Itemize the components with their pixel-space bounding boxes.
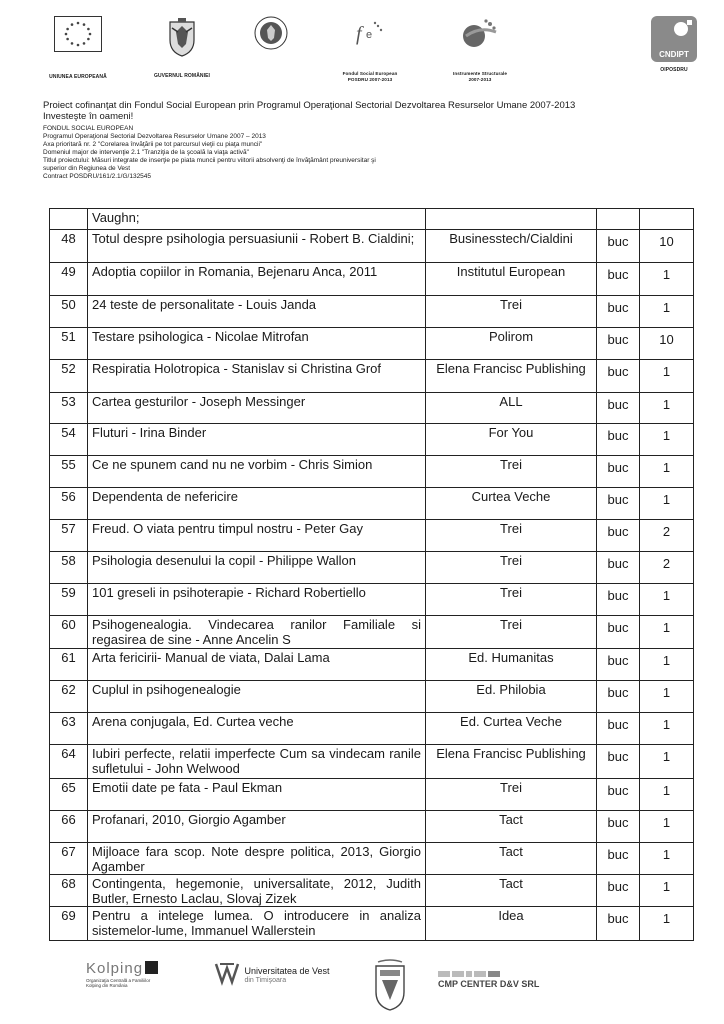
unit-of-measure: buc: [597, 584, 640, 616]
unit-of-measure: buc: [597, 713, 640, 745]
project-info: [43, 100, 693, 181]
quantity: 1: [640, 393, 694, 424]
instrumente-structurale-logo: [440, 16, 520, 83]
book-publisher: Elena Francisc Publishing: [426, 360, 597, 393]
kolping-k-icon: [145, 961, 158, 974]
book-title: Adoptia copiilor in Romania, Bejenaru Anca, 2011: [88, 263, 426, 296]
book-publisher: Tact: [426, 811, 597, 843]
romania-crest-icon: [164, 16, 200, 58]
table-row: [50, 360, 694, 393]
unit-of-measure: buc: [597, 649, 640, 681]
quantity: 1: [640, 456, 694, 488]
unit-of-measure: buc: [597, 456, 640, 488]
uvt-name: Universitatea de Vest: [244, 966, 330, 976]
book-publisher: Trei: [426, 456, 597, 488]
book-title: Mijloace fara scop. Note despre politica, 2013, Giorgio Agamber: [88, 843, 426, 875]
book-publisher: Trei: [426, 296, 597, 328]
table-row: [50, 649, 694, 681]
book-title: Arena conjugala, Ed. Curtea veche: [88, 713, 426, 745]
row-number: 48: [50, 230, 88, 263]
unit-of-measure: buc: [597, 616, 640, 649]
unit-of-measure: buc: [597, 230, 640, 263]
unit-of-measure: buc: [597, 296, 640, 328]
book-title: Ce ne spunem cand nu ne vorbim - Chris Simion: [88, 456, 426, 488]
eu-flag-icon: [54, 16, 102, 52]
book-publisher: Trei: [426, 616, 597, 649]
quantity: 1: [640, 779, 694, 811]
svg-text:e: e: [366, 29, 373, 41]
quantity: 2: [640, 552, 694, 584]
table-row: [50, 681, 694, 713]
cndipt-badge: [651, 16, 697, 62]
book-title: Dependenta de nefericire: [88, 488, 426, 520]
unit-of-measure: buc: [597, 843, 640, 875]
book-publisher: Tact: [426, 843, 597, 875]
project-cofinancing-line: Proiect cofinanţat din Fondul Social European prin Programul Operaţional Sectorial Dezvoltarea Resurselor Umane 2007-2013: [43, 100, 576, 111]
book-title: Arta fericirii- Manual de viata, Dalai Lama: [88, 649, 426, 681]
svg-text:f: f: [356, 23, 362, 45]
book-title: Cuplul in psihogenealogie: [88, 681, 426, 713]
row-number: 62: [50, 681, 88, 713]
book-publisher: Ed. Curtea Veche: [426, 713, 597, 745]
unit-of-measure: buc: [597, 393, 640, 424]
book-title: Freud. O viata pentru timpul nostru - Peter Gay: [88, 520, 426, 552]
project-title-cont: superior din Regiunea de Vest: [43, 165, 131, 172]
book-title: Respiratia Holotropica - Stanislav si Christina Grof: [88, 360, 426, 393]
table-row: [50, 456, 694, 488]
fse-mark-icon: [350, 16, 390, 52]
row-number: 56: [50, 488, 88, 520]
row-number: 52: [50, 360, 88, 393]
quantity: 1: [640, 681, 694, 713]
unit-of-measure: buc: [597, 779, 640, 811]
unit-of-measure: buc: [597, 488, 640, 520]
book-title: Iubiri perfecte, relatii imperfecte Cum sa vindecam ranile sufletului - John Welwood: [88, 745, 426, 779]
book-publisher: Trei: [426, 584, 597, 616]
cmp-bars-icon: [438, 964, 548, 976]
table-row: [50, 779, 694, 811]
gov-caption: GUVERNUL ROMÂNIEI: [153, 73, 211, 79]
book-title: Vaughn;: [88, 209, 426, 230]
book-publisher: Trei: [426, 552, 597, 584]
book-publisher: Businesstech/Cialdini: [426, 230, 597, 263]
table-row: [50, 552, 694, 584]
row-number: 55: [50, 456, 88, 488]
table-row: [50, 263, 694, 296]
fse-logo: [330, 16, 410, 83]
is-caption-1: Instrumente Structurale: [452, 71, 508, 76]
unit-of-measure: buc: [597, 328, 640, 360]
row-number: 66: [50, 811, 88, 843]
book-title: 24 teste de personalitate - Louis Janda: [88, 296, 426, 328]
book-title: Psihologia desenului la copil - Philippe Wallon: [88, 552, 426, 584]
ministry-seal-logo: [248, 16, 294, 55]
is-caption-2: 2007-2013: [468, 77, 492, 82]
book-publisher: Ed. Philobia: [426, 681, 597, 713]
book-publisher: ALL: [426, 393, 597, 424]
uvt-logo: [214, 960, 344, 986]
unit-of-measure: buc: [597, 907, 640, 941]
row-number: 54: [50, 424, 88, 456]
row-number: 69: [50, 907, 88, 941]
cndipt-logo: [646, 16, 702, 73]
quantity: 1: [640, 843, 694, 875]
row-number: [50, 209, 88, 230]
book-publisher: Curtea Veche: [426, 488, 597, 520]
project-slogan: Investeşte în oameni!: [43, 111, 134, 122]
book-title: Contingenta, hegemonie, universalitate, 2012, Judith Butler, Ernesto Laclau, Slovaj Zizek: [88, 875, 426, 907]
quantity: 1: [640, 424, 694, 456]
unit-of-measure: buc: [597, 520, 640, 552]
book-publisher: For You: [426, 424, 597, 456]
quantity: [640, 209, 694, 230]
book-publisher: Tact: [426, 875, 597, 907]
quantity: 1: [640, 488, 694, 520]
unit-of-measure: buc: [597, 875, 640, 907]
unit-of-measure: buc: [597, 681, 640, 713]
quantity: 1: [640, 649, 694, 681]
unit-of-measure: [597, 209, 640, 230]
footer-logo-row: [0, 958, 724, 1018]
cmp-name: CMP CENTER D&V SRL: [438, 979, 540, 989]
row-number: 67: [50, 843, 88, 875]
book-title: Fluturi - Irina Binder: [88, 424, 426, 456]
row-number: 50: [50, 296, 88, 328]
quantity: 10: [640, 230, 694, 263]
kolping-name: Kolping: [86, 960, 144, 977]
header-logo-row: [0, 16, 724, 86]
book-title: Profanari, 2010, Giorgio Agamber: [88, 811, 426, 843]
row-number: 57: [50, 520, 88, 552]
table-row: [50, 393, 694, 424]
table-row: [50, 811, 694, 843]
book-list-table: [49, 208, 694, 941]
quantity: 1: [640, 875, 694, 907]
project-contract: Contract POSDRU/161/2.1/G/132545: [43, 173, 152, 180]
quantity: 1: [640, 584, 694, 616]
table-row: [50, 520, 694, 552]
gov-logo: [142, 16, 222, 79]
quantity: 1: [640, 360, 694, 393]
book-publisher: Institutul European: [426, 263, 597, 296]
unit-of-measure: buc: [597, 424, 640, 456]
book-title: 101 greseli in psihoterapie - Richard Robertiello: [88, 584, 426, 616]
row-number: 63: [50, 713, 88, 745]
unit-of-measure: buc: [597, 745, 640, 779]
fse-caption-2: POSDRU 2007-2013: [347, 77, 393, 82]
unit-of-measure: buc: [597, 552, 640, 584]
row-number: 65: [50, 779, 88, 811]
row-number: 68: [50, 875, 88, 907]
project-axis: Axa prioritară nr. 2 "Corelarea învăţării pe tot parcursul vieţii cu piaţa muncii": [43, 141, 263, 148]
quantity: 1: [640, 263, 694, 296]
quantity: 1: [640, 745, 694, 779]
project-programme: Programul Operaţional Sectorial Dezvoltarea Resurselor Umane 2007 – 2013: [43, 133, 266, 140]
book-title: Pentru a intelege lumea. O introducere in analiza sistemelor-lume, Immanuel Wallerstein: [88, 907, 426, 941]
kolping-logo: [86, 960, 186, 988]
unit-of-measure: buc: [597, 263, 640, 296]
row-number: 58: [50, 552, 88, 584]
unit-of-measure: buc: [597, 360, 640, 393]
cndipt-caption: OIPOSDRU: [660, 67, 688, 73]
quantity: 2: [640, 520, 694, 552]
row-number: 61: [50, 649, 88, 681]
kolping-sub-2: Kolping din România: [86, 983, 128, 988]
table-row: [50, 843, 694, 875]
book-publisher: Ed. Humanitas: [426, 649, 597, 681]
uvt-city: din Timişoara: [244, 977, 287, 984]
book-publisher: Trei: [426, 779, 597, 811]
unit-of-measure: buc: [597, 811, 640, 843]
book-title: Testare psihologica - Nicolae Mitrofan: [88, 328, 426, 360]
row-number: 64: [50, 745, 88, 779]
table-row: [50, 209, 694, 230]
row-number: 51: [50, 328, 88, 360]
book-title: Emotii date pe fata - Paul Ekman: [88, 779, 426, 811]
quantity: 1: [640, 907, 694, 941]
book-publisher: Polirom: [426, 328, 597, 360]
table-row: [50, 328, 694, 360]
project-title: Titlul proiectului: Măsuri integrate de inserţie pe piata muncii pentru viitorii absolvenţi de învăţământ preuniversitar şi: [43, 157, 376, 164]
quantity: 1: [640, 713, 694, 745]
quantity: 1: [640, 811, 694, 843]
book-publisher: Trei: [426, 520, 597, 552]
quantity: 1: [640, 616, 694, 649]
project-domain: Domeniul major de intervenţie 2.1 "Tranziţia de la şcoală la viaţa activă": [43, 149, 249, 156]
book-publisher: [426, 209, 597, 230]
table-row: [50, 296, 694, 328]
eu-logo: [38, 16, 118, 80]
project-fund: FONDUL SOCIAL EUROPEAN: [43, 125, 134, 132]
table-row: [50, 424, 694, 456]
fse-caption-1: Fondul Social European: [342, 71, 398, 76]
kolping-sub-1: Organizaţia Centrală a Familiilor: [86, 978, 151, 983]
cmp-center-logo: [438, 964, 548, 989]
table-row: [50, 713, 694, 745]
book-publisher: Elena Francisc Publishing: [426, 745, 597, 779]
cndipt-badge-text: CNDIPT: [659, 50, 689, 59]
quantity: 1: [640, 296, 694, 328]
table-row: [50, 616, 694, 649]
table-row: [50, 745, 694, 779]
book-title: Cartea gesturilor - Joseph Messinger: [88, 393, 426, 424]
book-publisher: Idea: [426, 907, 597, 941]
table-row: [50, 907, 694, 941]
school-crest-icon: [372, 958, 408, 1012]
row-number: 59: [50, 584, 88, 616]
uvt-mark-icon: [214, 960, 240, 986]
row-number: 53: [50, 393, 88, 424]
eu-caption: UNIUNEA EUROPEANĂ: [49, 74, 107, 80]
table-row: [50, 230, 694, 263]
table-row: [50, 488, 694, 520]
table-row: [50, 875, 694, 907]
ministry-seal-icon: [254, 16, 288, 50]
row-number: 49: [50, 263, 88, 296]
book-title: Totul despre psihologia persuasiunii - Robert B. Cialdini;: [88, 230, 426, 263]
table-row: [50, 584, 694, 616]
row-number: 60: [50, 616, 88, 649]
book-title: Psihogenealogia. Vindecarea ranilor Familiale si regasirea de sine - Anne Ancelin S: [88, 616, 426, 649]
structural-instruments-icon: [460, 16, 500, 54]
quantity: 10: [640, 328, 694, 360]
